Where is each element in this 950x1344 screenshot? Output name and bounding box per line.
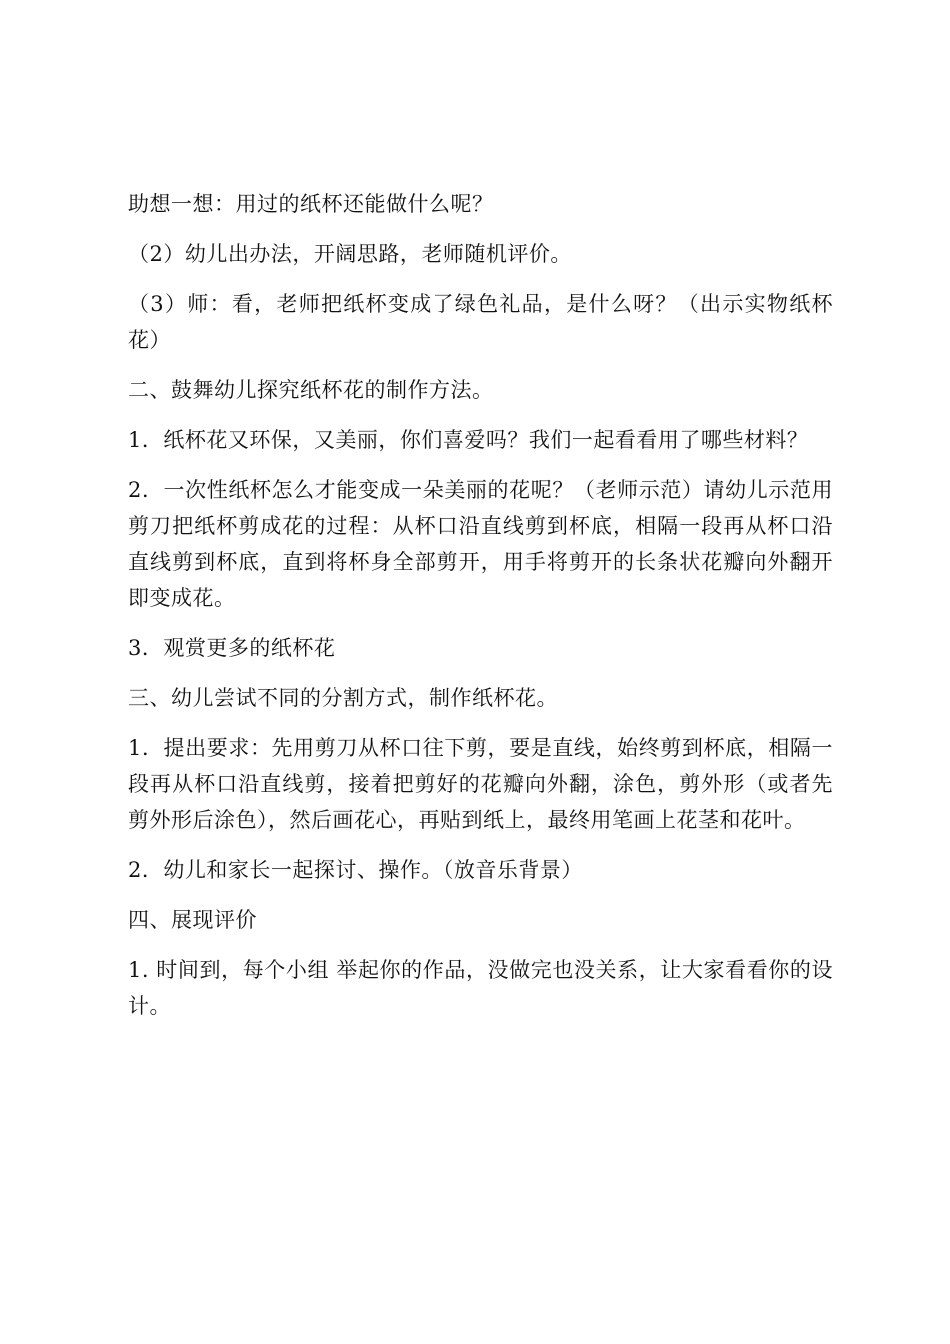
section-heading-3: 三、幼儿尝试不同的分割方式，制作纸杯花。 [128, 686, 558, 710]
paragraph-item-1: 1．纸杯花又环保，又美丽，你们喜爱吗？我们一起看看用了哪些材料？ [128, 428, 809, 452]
paragraph-item-3: 3．观赏更多的纸杯花 [128, 636, 336, 660]
paragraph-requirements: 1．提出要求：先用剪刀从杯口往下剪，要是直线，始终剪到杯底，相隔一段再从杯口沿直线剪，接着把剪好的花瓣向外翻，涂色，剪外形（或者先剪外形后涂色），然后画花心，再贴到纸上，最终用笔画上花茎和花叶。 [128, 736, 833, 832]
section-heading-4: 四、展现评价 [128, 908, 257, 932]
paragraph-item-2: 2．一次性纸杯怎么才能变成一朵美丽的花呢？（老师示范）请幼儿示范用剪刀把纸杯剪成花的过程：从杯口沿直线剪到杯底，相隔一段再从杯口沿直线剪到杯底，直到将杯身全部剪开，用手将剪开的长条状花瓣向外翻开即变成花。 [128, 478, 833, 610]
paragraph-operate: 2．幼儿和家长一起探讨、操作。（放音乐背景） [128, 858, 583, 882]
paragraph-showcase: 1. 时间到，每个小组 举起你的作品，没做完也没关系，让大家看看你的设计。 [128, 958, 833, 1018]
paragraph-step-2: （2）幼儿出办法，开阔思路，老师随机评价。 [128, 242, 572, 266]
section-heading-2: 二、鼓舞幼儿探究纸杯花的制作方法。 [128, 378, 494, 402]
paragraph-intro-question: 助想一想：用过的纸杯还能做什么呢？ [128, 192, 494, 216]
document-body [128, 186, 833, 1038]
paragraph-step-3: （3）师：看，老师把纸杯变成了绿色礼品，是什么呀？（出示实物纸杯花） [128, 292, 833, 352]
